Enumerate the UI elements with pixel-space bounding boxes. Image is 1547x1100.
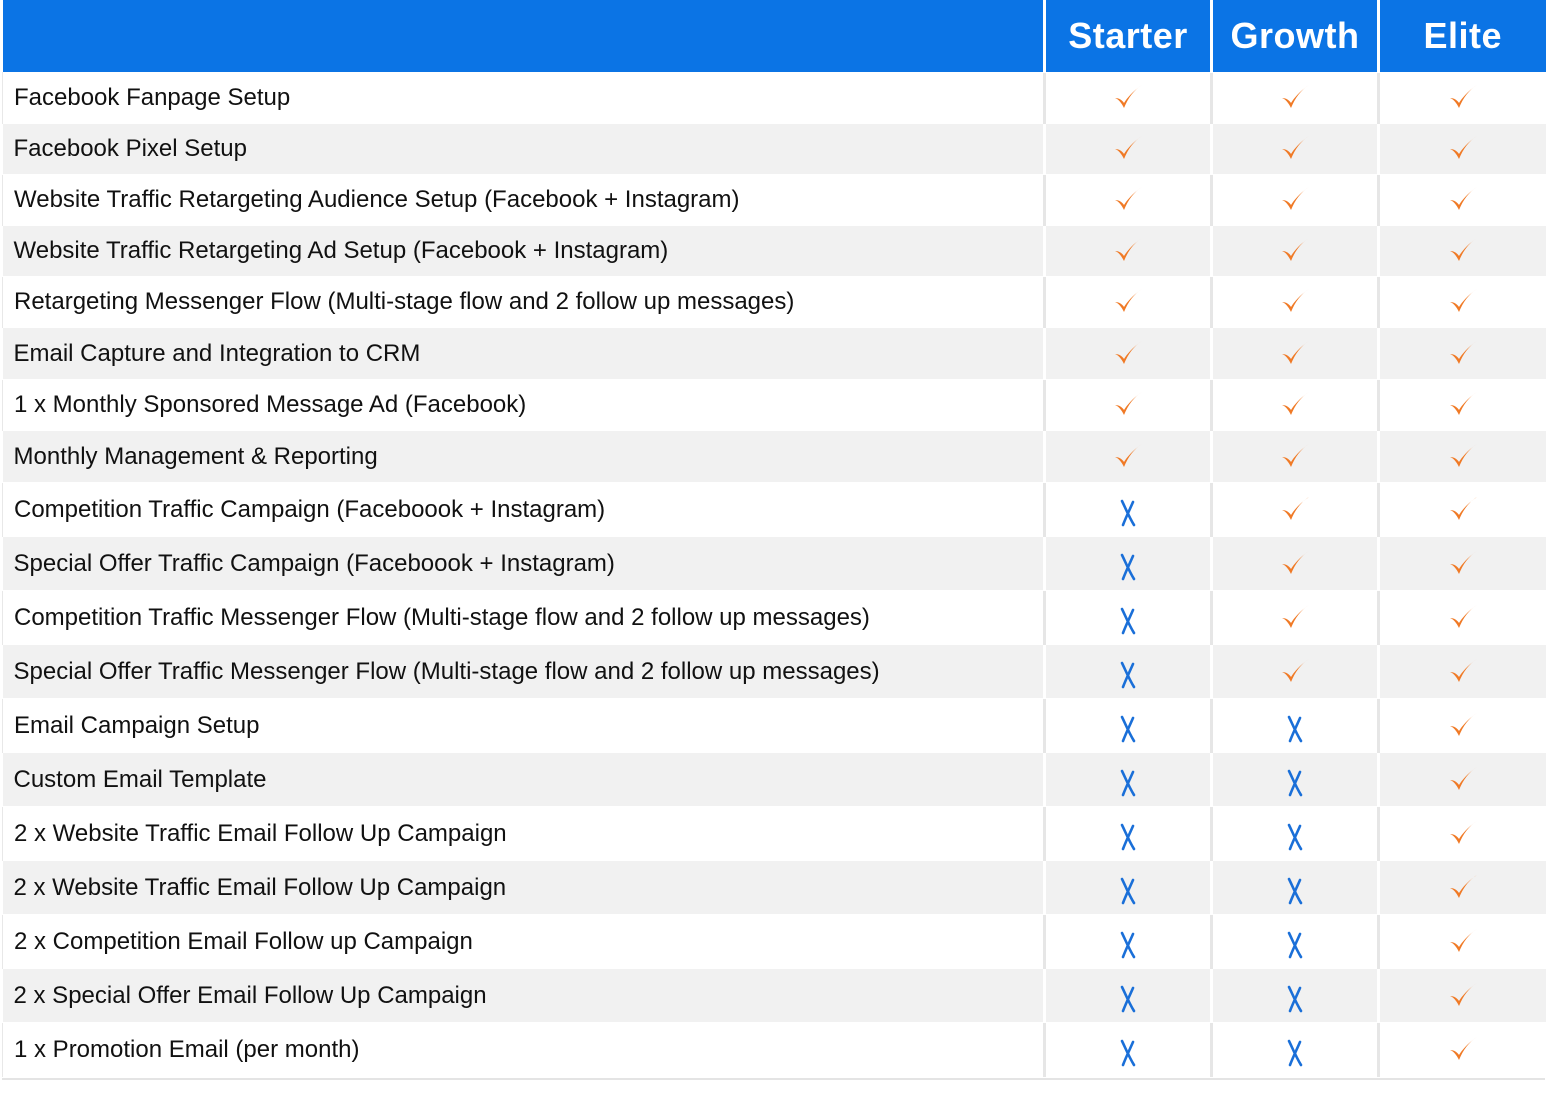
plan-cell-starter — [1045, 328, 1212, 380]
check-icon — [1448, 134, 1478, 164]
plan-cell-elite — [1379, 124, 1546, 175]
cross-icon — [1286, 1039, 1304, 1067]
feature-label: Website Traffic Retargeting Audience Setup (Facebook + Instagram) — [3, 175, 1045, 226]
table-row — [3, 537, 1546, 591]
feature-label: 1 x Promotion Email (per month) — [3, 1023, 1045, 1077]
cross-icon — [1286, 715, 1304, 743]
plan-cell-elite — [1379, 226, 1546, 277]
table-row — [3, 380, 1546, 431]
table-row — [3, 277, 1546, 328]
plan-cell-starter — [1045, 537, 1212, 591]
cross-icon — [1119, 715, 1137, 743]
cross-icon — [1119, 823, 1137, 851]
plan-cell-elite — [1379, 277, 1546, 328]
feature-label: Website Traffic Retargeting Ad Setup (Facebook + Instagram) — [3, 226, 1045, 277]
feature-label: Email Capture and Integration to CRM — [3, 328, 1045, 380]
feature-label: 2 x Website Traffic Email Follow Up Campaign — [3, 807, 1045, 861]
cross-icon — [1119, 499, 1137, 527]
table-row — [3, 591, 1546, 645]
plan-header-elite: Elite — [1379, 0, 1546, 73]
check-icon — [1448, 1035, 1478, 1065]
plan-cell-elite — [1379, 537, 1546, 591]
check-icon — [1113, 185, 1143, 215]
check-icon — [1280, 495, 1310, 525]
feature-label: 1 x Monthly Sponsored Message Ad (Facebook) — [3, 380, 1045, 431]
plan-cell-elite — [1379, 175, 1546, 226]
check-icon — [1113, 442, 1143, 472]
feature-label: Competition Traffic Messenger Flow (Multi-stage flow and 2 follow up messages) — [3, 591, 1045, 645]
cross-icon — [1286, 931, 1304, 959]
cross-icon — [1286, 877, 1304, 905]
check-icon — [1448, 711, 1478, 741]
table-row — [3, 431, 1546, 483]
plan-cell-growth — [1212, 699, 1379, 753]
check-icon — [1448, 339, 1478, 369]
check-icon — [1280, 603, 1310, 633]
table-row — [3, 969, 1546, 1023]
feature-label: 2 x Competition Email Follow up Campaign — [3, 915, 1045, 969]
header-row — [3, 0, 1546, 73]
cross-icon — [1119, 769, 1137, 797]
pricing-comparison-table — [2, 0, 1545, 1077]
plan-cell-growth — [1212, 537, 1379, 591]
plan-cell-growth — [1212, 807, 1379, 861]
table-row — [3, 645, 1546, 699]
check-icon — [1280, 549, 1310, 579]
table-row — [3, 753, 1546, 807]
feature-label: Competition Traffic Campaign (Faceboook + Instagram) — [3, 483, 1045, 537]
table-row — [3, 699, 1546, 753]
plan-cell-starter — [1045, 277, 1212, 328]
table-header — [3, 0, 1546, 73]
check-icon — [1280, 236, 1310, 266]
plan-cell-starter — [1045, 915, 1212, 969]
plan-cell-elite — [1379, 1023, 1546, 1077]
check-icon — [1448, 765, 1478, 795]
plan-cell-starter — [1045, 1023, 1212, 1077]
plan-cell-growth — [1212, 645, 1379, 699]
check-icon — [1448, 83, 1478, 113]
table-row — [3, 226, 1546, 277]
plan-cell-growth — [1212, 124, 1379, 175]
plan-cell-elite — [1379, 861, 1546, 915]
table-row — [3, 175, 1546, 226]
table-row — [3, 483, 1546, 537]
cross-icon — [1119, 985, 1137, 1013]
feature-label: Facebook Pixel Setup — [3, 124, 1045, 175]
cross-icon — [1119, 1039, 1137, 1067]
table-row — [3, 328, 1546, 380]
plan-cell-elite — [1379, 699, 1546, 753]
check-icon — [1448, 927, 1478, 957]
table-row — [3, 124, 1546, 175]
plan-cell-growth — [1212, 277, 1379, 328]
feature-label: Monthly Management & Reporting — [3, 431, 1045, 483]
feature-label: Email Campaign Setup — [3, 699, 1045, 753]
plan-cell-starter — [1045, 175, 1212, 226]
check-icon — [1113, 236, 1143, 266]
plan-cell-elite — [1379, 969, 1546, 1023]
check-icon — [1448, 819, 1478, 849]
cross-icon — [1286, 985, 1304, 1013]
feature-label: 2 x Website Traffic Email Follow Up Campaign — [3, 861, 1045, 915]
check-icon — [1280, 83, 1310, 113]
check-icon — [1280, 657, 1310, 687]
feature-label: Special Offer Traffic Campaign (Faceboook + Instagram) — [3, 537, 1045, 591]
feature-label: Facebook Fanpage Setup — [3, 73, 1045, 124]
feature-label: 2 x Special Offer Email Follow Up Campaign — [3, 969, 1045, 1023]
check-icon — [1113, 390, 1143, 420]
comparison-grid — [2, 0, 1546, 1077]
plan-cell-growth — [1212, 73, 1379, 124]
check-icon — [1448, 390, 1478, 420]
table-bottom-border — [2, 1078, 1545, 1080]
plan-cell-elite — [1379, 591, 1546, 645]
cross-icon — [1119, 877, 1137, 905]
check-icon — [1448, 495, 1478, 525]
plan-cell-elite — [1379, 328, 1546, 380]
plan-cell-growth — [1212, 431, 1379, 483]
table-row — [3, 915, 1546, 969]
check-icon — [1280, 134, 1310, 164]
plan-cell-starter — [1045, 645, 1212, 699]
plan-cell-elite — [1379, 483, 1546, 537]
plan-cell-growth — [1212, 380, 1379, 431]
table-row — [3, 861, 1546, 915]
plan-cell-starter — [1045, 807, 1212, 861]
check-icon — [1448, 185, 1478, 215]
table-row — [3, 807, 1546, 861]
plan-cell-starter — [1045, 124, 1212, 175]
check-icon — [1113, 339, 1143, 369]
plan-cell-growth — [1212, 969, 1379, 1023]
plan-cell-elite — [1379, 645, 1546, 699]
check-icon — [1448, 981, 1478, 1011]
plan-cell-starter — [1045, 753, 1212, 807]
check-icon — [1448, 442, 1478, 472]
plan-cell-starter — [1045, 431, 1212, 483]
cross-icon — [1119, 553, 1137, 581]
cross-icon — [1286, 823, 1304, 851]
cross-icon — [1286, 769, 1304, 797]
check-icon — [1280, 287, 1310, 317]
plan-cell-elite — [1379, 73, 1546, 124]
plan-cell-growth — [1212, 591, 1379, 645]
check-icon — [1113, 287, 1143, 317]
plan-cell-growth — [1212, 226, 1379, 277]
plan-cell-starter — [1045, 591, 1212, 645]
feature-label: Custom Email Template — [3, 753, 1045, 807]
table-row — [3, 73, 1546, 124]
table-row — [3, 1023, 1546, 1077]
plan-cell-elite — [1379, 380, 1546, 431]
check-icon — [1448, 287, 1478, 317]
plan-cell-starter — [1045, 380, 1212, 431]
check-icon — [1280, 390, 1310, 420]
cross-icon — [1119, 661, 1137, 689]
feature-column-header — [3, 0, 1045, 73]
plan-cell-growth — [1212, 753, 1379, 807]
check-icon — [1280, 339, 1310, 369]
plan-cell-starter — [1045, 226, 1212, 277]
plan-cell-starter — [1045, 699, 1212, 753]
plan-header-growth: Growth — [1212, 0, 1379, 73]
cross-icon — [1119, 607, 1137, 635]
check-icon — [1280, 442, 1310, 472]
check-icon — [1280, 185, 1310, 215]
check-icon — [1448, 873, 1478, 903]
plan-cell-growth — [1212, 328, 1379, 380]
plan-cell-starter — [1045, 73, 1212, 124]
plan-cell-growth — [1212, 915, 1379, 969]
cross-icon — [1119, 931, 1137, 959]
plan-cell-elite — [1379, 753, 1546, 807]
plan-cell-starter — [1045, 969, 1212, 1023]
check-icon — [1448, 549, 1478, 579]
plan-cell-elite — [1379, 431, 1546, 483]
check-icon — [1448, 657, 1478, 687]
feature-label: Retargeting Messenger Flow (Multi-stage flow and 2 follow up messages) — [3, 277, 1045, 328]
table-body — [3, 73, 1546, 1077]
plan-cell-growth — [1212, 483, 1379, 537]
check-icon — [1113, 83, 1143, 113]
plan-cell-starter — [1045, 483, 1212, 537]
plan-cell-growth — [1212, 175, 1379, 226]
check-icon — [1448, 603, 1478, 633]
plan-cell-elite — [1379, 915, 1546, 969]
plan-cell-elite — [1379, 807, 1546, 861]
plan-cell-starter — [1045, 861, 1212, 915]
plan-cell-growth — [1212, 1023, 1379, 1077]
check-icon — [1448, 236, 1478, 266]
feature-label: Special Offer Traffic Messenger Flow (Multi-stage flow and 2 follow up messages) — [3, 645, 1045, 699]
check-icon — [1113, 134, 1143, 164]
plan-header-starter: Starter — [1045, 0, 1212, 73]
plan-cell-growth — [1212, 861, 1379, 915]
